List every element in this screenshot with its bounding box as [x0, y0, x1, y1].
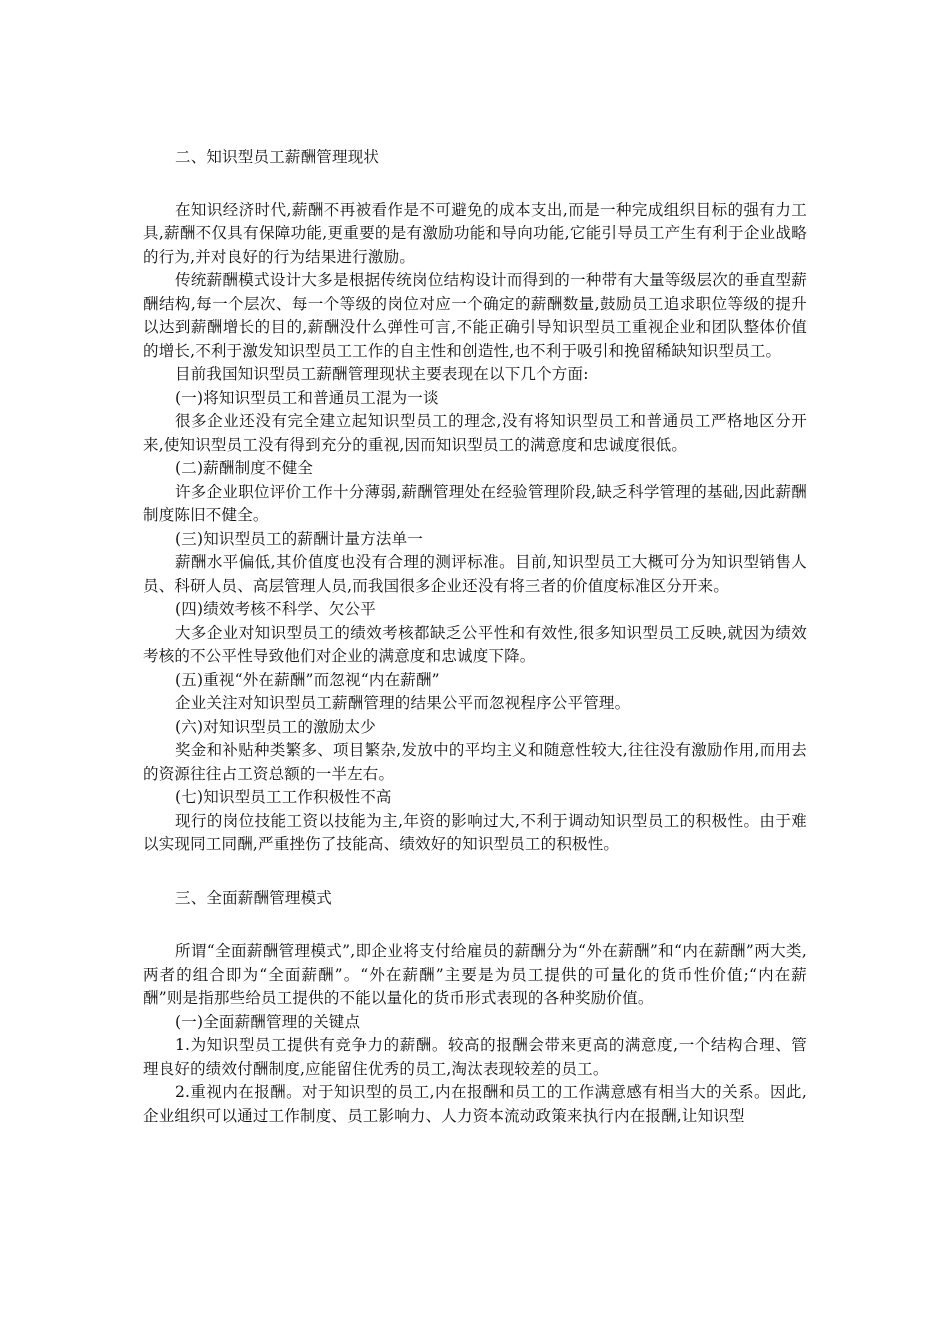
subheading: (七)知识型员工工作积极性不高: [175, 788, 392, 806]
paragraph: 许多企业职位评价工作十分薄弱,薪酬管理处在经验管理阶段,缺乏科学管理的基础,因此薪酬制度陈旧不健全。: [143, 482, 807, 524]
section-heading-2: 二、知识型员工薪酬管理现状: [175, 148, 380, 166]
paragraph: 在知识经济时代,薪酬不再被看作是不可避免的成本支出,而是一种完成组织目标的强有力工具,薪酬不仅具有保障功能,更重要的是有激励功能和导向功能,它能引导员工产生有利于企业战略的行为,并对良好的行为结果进行激励。: [143, 200, 807, 266]
document-page: [143, 146, 807, 1128]
paragraph: 很多企业还没有完全建立起知识型员工的理念,没有将知识型员工和普通员工严格地区分开来,使知识型员工没有得到充分的重视,因而知识型员工的满意度和忠诚度很低。: [143, 412, 807, 454]
paragraph: 现行的岗位技能工资以技能为主,年资的影响过大,不利于调动知识型员工的积极性。由于难以实现同工同酬,严重挫伤了技能高、绩效好的知识型员工的积极性。: [143, 811, 807, 853]
subheading: (五)重视“外在薪酬”而忽视“内在薪酬”: [175, 670, 440, 689]
paragraph: 传统薪酬模式设计大多是根据传统岗位结构设计而得到的一种带有大量等级层次的垂直型薪酬结构,每一个层次、每一个等级的岗位对应一个确定的薪酬数量,鼓励员工追求职位等级的提升以达到薪酬增长的目的,薪酬没什么弹性可言,不能正确引导知识型员工重视企业和团队整体价值的增长,不利于激发知识型员工工作的自主性和创造性,也不利于吸引和挽留稀缺知识型员工。: [143, 271, 807, 360]
subheading: (四)绩效考核不科学、欠公平: [175, 600, 376, 618]
paragraph: 奖金和补贴种类繁多、项目繁杂,发放中的平均主义和随意性较大,往往没有激励作用,而用去的资源往往占工资总额的一半左右。: [143, 741, 807, 783]
paragraph: 企业关注对知识型员工薪酬管理的结果公平而忽视程序公平管理。: [175, 694, 631, 712]
paragraph: 大多企业对知识型员工的绩效考核都缺乏公平性和有效性,很多知识型员工反映,就因为绩效考核的不公平性导致他们对企业的满意度和忠诚度下降。: [143, 623, 807, 665]
paragraph: 所谓“全面薪酬管理模式”,即企业将支付给雇员的薪酬分为“外在薪酬”和“内在薪酬”两大类,两者的组合即为“全面薪酬”。“外在薪酬”主要是为员工提供的可量化的货币性价值;“内在薪酬”则是指那些给员工提供的不能以量化的货币形式表现的各种奖励价值。: [143, 942, 807, 1007]
paragraph: 2.重视内在报酬。对于知识型的员工,内在报酬和员工的工作满意感有相当大的关系。因此,企业组织可以通过工作制度、员工影响力、人力资本流动政策来执行内在报酬,让知识型: [143, 1083, 807, 1125]
subheading: (一)将知识型员工和普通员工混为一谈: [175, 388, 439, 407]
paragraph: 1.为知识型员工提供有竞争力的薪酬。较高的报酬会带来更高的满意度,一个结构合理、管理良好的绩效付酬制度,应能留住优秀的员工,淘汰表现较差的员工。: [143, 1036, 807, 1078]
subheading: (二)薪酬制度不健全: [175, 459, 314, 477]
section-heading-3: 三、全面薪酬管理模式: [175, 888, 333, 907]
paragraph: 目前我国知识型员工薪酬管理现状主要表现在以下几个方面:: [175, 365, 589, 383]
subheading: (一)全面薪酬管理的关键点: [175, 1012, 361, 1031]
subheading: (三)知识型员工的薪酬计量方法单一: [175, 529, 423, 548]
paragraph: 薪酬水平偏低,其价值度也没有合理的测评标准。目前,知识型员工大概可分为知识型销售人员、科研人员、高层管理人员,而我国很多企业还没有将三者的价值度标准区分开来。: [143, 553, 807, 595]
subheading: (六)对知识型员工的激励太少: [175, 717, 376, 736]
